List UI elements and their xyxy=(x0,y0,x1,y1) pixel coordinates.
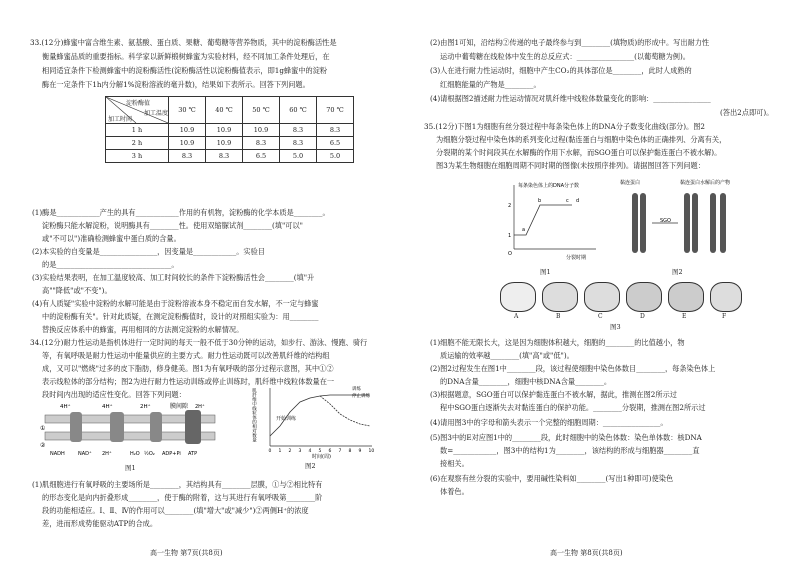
fig2-xtick-label: 3 xyxy=(298,449,302,454)
q33-line-2: 衡量蜂蜜品质的重要指标。科学家以新鲜椴树蜂蜜为实验材料，经不同加工条件处理后，在 xyxy=(42,52,330,61)
chromosome-icon xyxy=(632,193,646,253)
q33-question: (1)酶是____________产生的具有____________作用的有机物，淀粉酶的化学本质是________。 xyxy=(32,208,330,217)
q35-question: 接相关。 xyxy=(440,459,469,468)
q35-question: (2)图2过程发生在图1中________段，该过程使细胞中染色体数目________，每条染色体上 xyxy=(430,364,716,373)
q33-question: 淀粉酶只能水解淀粉，说明酶具有________性。使用双缩脲试剂________(填"可以" xyxy=(42,221,303,230)
fig1-label: 2H⁺ xyxy=(102,451,112,457)
q34-continued: 红细胞能量的产物是________。 xyxy=(440,80,541,89)
fig2-legend-train: 训练 xyxy=(352,387,361,392)
q35-line-2: 为细胞分裂过程中染色体的系列变化过程(黏连蛋白与细胞中染色体的正确排列、分离有关， xyxy=(436,135,727,144)
diag-label-3: 加工时间 xyxy=(108,116,133,123)
fig1-ytick-2: 2 xyxy=(508,203,512,209)
q35-question: 质运输的效率越________(填"高"或"低")。 xyxy=(440,351,574,360)
q35-line-1: 35.(12分)下图1为细胞有丝分裂过程中每条染色体上的DNA分子数变化曲线(部分)。图2 xyxy=(424,122,705,131)
fig2-label-product: 黏连蛋白水解后的产物 xyxy=(680,180,730,186)
cell-label: C xyxy=(598,313,603,320)
value-cell: 8.3 xyxy=(206,150,243,163)
q33-question: 的是________________________________。 xyxy=(42,260,179,269)
fig1-origin: O xyxy=(508,251,512,257)
q34-fig1-membrane xyxy=(40,400,220,465)
chromosome-icon xyxy=(710,193,726,253)
q35-question: (4)请用图3中的字母和箭头表示一个完整的细胞周期：________________。 xyxy=(430,418,668,427)
fig1-label: ½O₂ xyxy=(144,451,155,457)
right-page xyxy=(410,0,800,566)
q34-line-5: 段时间内出现的适应性变化。回答下列问题： xyxy=(42,390,186,399)
table-row xyxy=(106,124,354,137)
q33-question: 中的淀粉酶有关"。针对此质疑，在测定淀粉酶值时，设计的对照组实验为：用________ xyxy=(42,312,319,321)
q34-fig2-chart xyxy=(248,380,378,460)
fig2-ylabel: 肌纤维中线粒体的相对数量 xyxy=(251,388,257,442)
temp-header: 40 ℃ xyxy=(206,97,243,124)
cell-label: F xyxy=(722,313,727,320)
cell-icon xyxy=(668,282,704,312)
value-cell: 10.9 xyxy=(206,124,243,137)
fig1-point-c: c xyxy=(566,198,569,204)
value-cell: 10.9 xyxy=(243,124,280,137)
q35-question: 数=____________，图3中的结构1为________，该结构的形成与细胞器________直 xyxy=(440,446,700,455)
q35-question: (1)细胞不能无限长大，这是因为细胞体积越大，细胞的________的比值越小，物 xyxy=(430,338,685,347)
fig1-label: H₂O xyxy=(130,451,140,457)
q35-fig3-cells xyxy=(500,282,740,322)
temp-header: 30 ℃ xyxy=(169,97,206,124)
fig1-label: 4H⁺ xyxy=(60,404,71,410)
fig1-point-b: b xyxy=(538,198,542,204)
time-cell: 2 h xyxy=(106,137,169,150)
time-cell: 3 h xyxy=(106,150,169,163)
q33-question: 或"不可以")准确检测蜂蜜中蛋白质的含量。 xyxy=(42,234,181,243)
diag-label-1: 淀粉酶值 xyxy=(126,100,151,107)
fig2-xtick-label: 7 xyxy=(338,449,342,454)
value-cell: 10.9 xyxy=(169,137,206,150)
fig1-point-d: d xyxy=(576,198,580,204)
fig1-label: ADP+Pi xyxy=(162,451,181,457)
time-cell: 1 h xyxy=(106,124,169,137)
fig1-xlabel: 分裂时期 xyxy=(566,255,587,261)
fig2-xtick-label: 8 xyxy=(348,449,352,454)
q34-fig2-caption: 图2 xyxy=(305,462,316,470)
q34-continued: (3)人在进行耐力性运动时，细胞中产生CO₂的具体部位是________，此时人成熟的 xyxy=(430,66,692,75)
q34-line-4: 表示线粒体的部分结构；图2为进行耐力性运动训练或停止训练时，肌纤维中线粒体数量在一 xyxy=(42,377,335,386)
value-cell: 8.3 xyxy=(317,124,354,137)
q34-line-1: 34.(12分)耐力性运动是指机体进行一定时间的每天一般不低于30分钟的运动，如步行、游泳、慢跑、骑行 xyxy=(30,338,368,347)
fig2-xtick-label: 9 xyxy=(358,449,362,454)
left-page xyxy=(0,0,390,566)
q34-continued: (2)由图1可知，沿结构②传递的电子最终参与到________(填物质)的形成中。写出耐力性 xyxy=(430,38,710,47)
fig2-xtick-label: 2 xyxy=(288,449,292,454)
table-diag-header xyxy=(106,97,169,124)
cell-icon xyxy=(500,282,536,312)
cell-icon xyxy=(584,282,620,312)
q33-question: (4)有人质疑"实验中淀粉的水解可能是由于淀粉溶液本身不稳定而自发水解，不一定与蜂蜜 xyxy=(32,299,319,308)
q35-fig2-caption: 图2 xyxy=(672,268,683,276)
cell-label: B xyxy=(556,313,561,320)
fig1-label: 2H⁺ xyxy=(195,404,205,410)
q35-question: (3)根据题意，SGO蛋白可以保护黏连蛋白不被水解，据此，推测在图2所示过 xyxy=(430,390,677,399)
value-cell: 8.3 xyxy=(243,137,280,150)
value-cell: 8.3 xyxy=(280,137,317,150)
fig2-xtick-label: 5 xyxy=(318,449,322,454)
fig2-xtick-label: 0 xyxy=(268,449,272,454)
value-cell: 10.9 xyxy=(206,137,243,150)
fig1-label: NAD⁺ xyxy=(78,451,92,457)
q35-question: 的DNA含量________，细胞中核DNA含量________。 xyxy=(440,377,612,386)
q35-question: 体着色。 xyxy=(440,487,469,496)
enzyme-table xyxy=(105,96,354,163)
q33-question: 高""降低"或"不变")。 xyxy=(42,286,112,295)
q34-continued: (4)请根据图2描述耐力性运动情况对肌纤维中线粒体数量变化的影响：________________ xyxy=(430,94,711,103)
value-cell: 5.0 xyxy=(317,150,354,163)
q35-question: (5)图3中的E对应图1中的________段，此时细胞中的染色体数：染色单体数：核DNA xyxy=(430,433,702,442)
temp-header: 60 ℃ xyxy=(280,97,317,124)
q34-continued: (答出2点即可)。 xyxy=(720,108,774,117)
temp-header: 50 ℃ xyxy=(243,97,280,124)
fig1-label-2: ② xyxy=(40,442,46,449)
q34-fig1-caption: 图1 xyxy=(125,464,136,472)
left-footer: 高一生物 第7页(共8页) xyxy=(150,549,223,557)
value-cell: 10.9 xyxy=(169,124,206,137)
fig2-legend-stop: 停止训练 xyxy=(352,394,370,399)
q33-question: (2)本实验的自变量是________________，因变量是____________。实验目 xyxy=(32,247,265,256)
q34-question: (1)肌细胞进行有氧呼吸的主要场所是________，其结构具有________层膜，①与②相比特有 xyxy=(32,480,323,489)
q34-continued: 运动中葡萄糖在线粒体中发生的总反应式：________________(以葡萄糖为例)。 xyxy=(440,52,690,61)
value-cell: 8.3 xyxy=(280,124,317,137)
fig1-label: 2H⁺ xyxy=(140,404,151,410)
fig2-xlabel: 时间(周) xyxy=(312,454,331,460)
cell-label: D xyxy=(640,313,645,320)
cell-icon xyxy=(626,282,662,312)
cell-icon xyxy=(710,282,742,312)
fig1-point-a: a xyxy=(522,227,526,233)
fig2-annotation: 开始训练 xyxy=(276,416,297,422)
q33-line-4: 酶在一定条件下1h内分解1%淀粉溶液的毫升数)，结果如下表所示。回答下列问题。 xyxy=(42,80,310,89)
fig1-label-1: ① xyxy=(40,425,46,432)
q35-line-3: 分裂期的某个时间段其在水解酶的作用下水解，而SGO蛋白可以保护黏连蛋白不被水解)。 xyxy=(436,148,722,157)
fig2-xtick-label: 1 xyxy=(278,449,282,454)
temp-header: 70 ℃ xyxy=(317,97,354,124)
fig2-xtick-label: 4 xyxy=(308,449,312,454)
value-cell: 8.3 xyxy=(169,150,206,163)
q33-line-3: 相同适宜条件下检测蜂蜜中的淀粉酶活性(淀粉酶活性以淀粉酶值表示，即1g蜂蜜中的淀粉 xyxy=(42,66,328,75)
diag-label-2: 加工温度 xyxy=(144,110,169,117)
fig2-xtick-label: 10 xyxy=(368,449,375,454)
q35-question: (6)在观察有丝分裂的实验中，要用碱性染料如________(写出1种即可)使染色 xyxy=(430,474,674,483)
table-row xyxy=(106,137,354,150)
fig1-ylabel: 每条染色体上的DNA分子数 xyxy=(518,183,580,189)
fig2-series-stop xyxy=(320,396,370,426)
q33-line-1: 33.(12分)蜂蜜中富含维生素、氨基酸、蛋白质、果糖、葡萄糖等营养物质，其中的淀粉酶活性是 xyxy=(30,38,337,47)
value-cell: 6.5 xyxy=(317,137,354,150)
table-row xyxy=(106,150,354,163)
cell-label: A xyxy=(514,313,519,320)
fig2-xtick-label: 6 xyxy=(328,449,332,454)
q35-fig1-caption: 图1 xyxy=(540,268,551,276)
cell-label: E xyxy=(682,313,687,320)
q34-question: 的形态变化是向内折叠形成________，使于酶的附着，这与其进行有氧呼吸第________阶 xyxy=(42,493,323,502)
q35-fig2-diagram xyxy=(620,178,730,263)
fig1-label-space: 膜间隙 xyxy=(170,403,189,410)
fig1-label: 4H⁺ xyxy=(102,404,113,410)
right-footer: 高一生物 第8页(共8页) xyxy=(550,549,623,557)
cell-icon xyxy=(542,282,578,312)
q33-question: 替换反应体系中的蜂蜜，再用相同的方法测定淀粉的水解情况。 xyxy=(42,325,244,334)
fig1-label: NADH xyxy=(50,451,65,457)
q35-line-4: 图3为某生物细胞在细胞周期不同时期的图像(未按照序排列)。请据图回答下列问题： xyxy=(436,161,705,170)
q35-question: 程中SGO蛋白逐渐失去对黏连蛋白的保护功能。________分裂期，推测在图2所示过 xyxy=(440,403,706,412)
q34-line-3: 成，又可以"燃烧"过多的皮下脂肪，修身健美。图1为有氧呼吸的部分过程示意图，其中①② xyxy=(42,364,334,373)
q35-fig3-caption: 图3 xyxy=(610,323,621,331)
value-cell: 5.0 xyxy=(280,150,317,163)
fig1-ytick-1: 1 xyxy=(508,233,512,239)
chromosome-icon xyxy=(684,193,698,253)
q34-line-2: 等，有氧呼吸是耐力性运动中能量供应的主要方式。耐力性运动既可以改善肌纤维的结构组 xyxy=(42,351,330,360)
q34-question: 差，进而形成势能驱动ATP的合成。 xyxy=(42,519,158,528)
value-cell: 6.5 xyxy=(243,150,280,163)
q33-question: (3)实验结果表明，在加工温度较高、加工时间较长的条件下淀粉酶活性会________(填"升 xyxy=(32,273,315,282)
fig2-label-cohesin: 黏连蛋白 xyxy=(620,180,641,186)
q34-question: 段的功能相适应。Ⅰ、Ⅱ、Ⅳ的作用可以________(填"增大"或"减少")②两侧H⁺的浓度 xyxy=(42,506,309,515)
q35-fig1-chart xyxy=(500,175,600,265)
fig1-label: ATP xyxy=(188,451,198,457)
fig2-label-sgo: SGO xyxy=(660,218,671,224)
